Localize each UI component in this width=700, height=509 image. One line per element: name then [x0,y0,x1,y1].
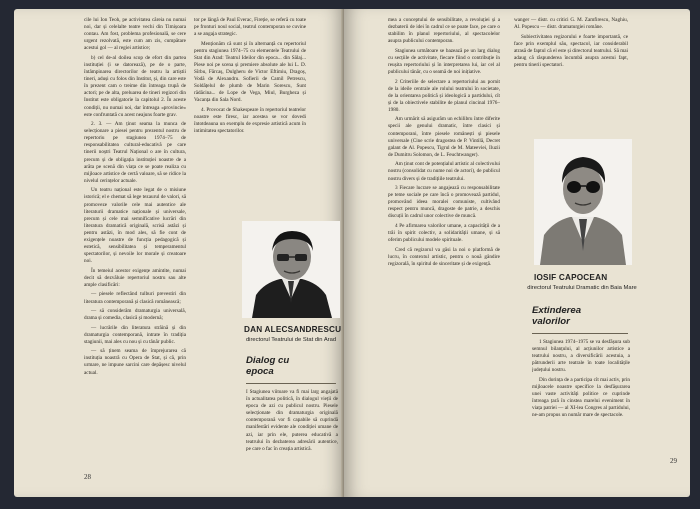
right-column-2-top [514,17,628,139]
paragraph: — să ținem seama de împrejurarea că instituția noastră cu Opera de Stat, și că, prin urmare, ne impune sarcini care depășesc nivelul actual. [84,348,186,376]
paragraph: 3 Fiecare lucrare se angajează cu responsabilitate pe teme sociale pe care încă o promovează partidul, promovând ideea moralei comuniste, cultivând respect pentru muncă, dragoste de patrie, a deschis discuții în cadrul unor colective de muncă. [388,185,500,220]
paragraph: În temeiul acestor exigențe amintite, numai decit să dezvăluie repertoriul nostru sau alte ample clasificări: [84,267,186,288]
paragraph: tor pe lângă de Paul Everac, Fireție, se referă cu toate pe fronturi noul social, teatrul contemporan se cuvine a se angaja strategic. [194,17,306,38]
caption-name-right: IOSIF CAPOCEAN [534,273,608,282]
paragraph: cile lui Ion Teoh, pe activitatea căreia nu numai noi, dar și celelalte teatre vechi din Timișoara contau. Am fost, problema profesională, se cere urgent rezolvată, este cum am zis, cumpătare acestui gol — al regiei artistice; [84,17,186,52]
paragraph: wanger — distr. cu critici G. M. Zamfirescu, Naghiu, Al. Popescu — distr. dramaturgiei române. [514,17,628,31]
left-column-2-top [194,17,306,183]
caption-role-right: directorul Teatrului Dramatic din Baia Mare [527,285,637,291]
right-column-1 [388,17,500,493]
paragraph: Menționăm că sunt și în alternanță cu repertoriul pentru stagiunea 1974–75 cu elementele Teatrului de Stat din Arad: Teatrul Ideilor din epoca... din Sălaj... Piese noi pe scena și premiere absolute ale lui L. D. Sîrbu, Fărcaș, Dulgheru de Victor Eftimiu, Dragoș, Vodă de Alexandru. Sofierii de Camil Petrescu, Soldățelul de plumb de Marin Sorescu, Sunt rădăcina... de Lope de Vega, Miul, Burgheza și Vacanța din Sala Nord. [194,40,306,104]
right-page [344,9,690,497]
paragraph: b) cel de-al doilea scop de efort din partea instituției (i se datorează), pe de o parte, întâmpinarea directorilor de teatru la artiștii tineri, aduși cu folos din Institut, și, din care este în prezent cam o treime din întreaga trupă de actori; pe de alta, preluarea de tineri regizori din Institut este obligatorie la capitolul 2. În aceste condiții, nu numai noi, dar întreaga «provincie» este confruntată cu acest neajuns foarte grav. [84,54,186,118]
portrait-photo-alecsandrescu [242,221,340,318]
paragraph: 4. Provocat de Shakespeare în repertoriul teatrelor noastre este firesc, iar acestea se vor dovedi întotdeauna un exemplu de expresie artistică acum în intimitatea spectatorilor. [194,106,306,135]
paragraph: Stagiunea următoare se bazează pe un larg dialog cu secțiile de activitate, fiecare fiind o contribuție în reușita repertoriului și în interpretarea lui, iar cel al publicului tânăr, cu o seamă de noi inițiative. [388,47,500,76]
paragraph: Din dorința de a participa cît mai activ, prin mijloacele noastre specifice la desfășurarea unei vaste activități politice ce cuprinde întreaga țară în cinstea marelui eveniment în viața patriei — al XI-lea Congres al partidului, ne-am propus un număr mare de spectacole. [532,376,630,419]
paragraph: Un teatru național este legat de o misiune istorică; el e chemat să lege tezaurul de valori, să promoveze valorile cele mai autentice ale literaturii dramatice naționale și universale, precum și cele mai semnificative lucrări din literatura dramatică originală, scrisă astăzi și pentru astăzi, în mod ales, să fie cont de exigențele noastre de funcția pedagogică și estetică, sensibilitatea și temperamentul spectatorilor, și nevoile lor morale și creatoare noi. [84,187,186,265]
paragraph: Subiectivitatea regizorului e foarte importantă, ce face prin exemplul său, spectacol, iar considerabil atrasă de faptul că el este și directorul teatrului. Să mai adaug că răspunderea încumbă asupra acestui fapt, pentru tinerii spectatori. [514,33,628,68]
right-column-2-bottom [532,339,630,479]
section-rule [246,383,336,384]
portrait-image [534,139,632,265]
section-title-right: Extinderea valorilor [532,305,582,327]
paragraph: 2. 3. — Am ținut seama la munca de selecționare a piesei pentru prezentul nostru de repertoriu pe stagiunea 1974–75 de responsabilitatea cultural-educativă pe care tinerii noștri Teatrul Național o are în cultura, precum și de obligația instituției noastre de a arăta pe scenă din viața ce se poate realiza cu mijloace artistice de certă valoare, să se ridice la nivelul cerințelor actuale. [84,121,186,184]
left-column-1 [84,17,186,447]
paragraph: — să considerăm dramaturgia universală, drama și comedia, clasică și modernă; [84,308,186,322]
paragraph: Am ținut cont de potențialul artistic al colectivului nostru (consolidat cu nume noi de actori), de publicul nostru divers și de tradițiile teatrului. [388,161,500,182]
section-title-left: Dialog cu epoca [246,355,290,377]
paragraph: 2 Criteriile de selectare a repertoriului au pornit de la ideile centrale ale rolului teatrului în societate, de la orientarea politică și ideologică a partidului, cît și de la obiectivele stabilite de planul cincinal 1976–1980. [388,78,500,113]
caption-role-left: directorul Teatrului de Stat din Arad [245,337,337,343]
portrait-photo-capocean [534,139,632,265]
portrait-image [242,221,340,318]
paragraph: I Stagiunea viitoare va fi mai larg angajată în actualitatea politică, în dialogul vieții de epoca de azi cu publicul nostru. Piesele selecționate din dramaturgia originală contemporană vor fi capabile să cuprindă manifestări evidente ale condiției umane de azi, iar prin ele, puterea educativă a teatrului în dezbaterea adresării autentice, pe care o fac în creația artistică. [246,389,338,452]
paragraph: 1 Stagiunea 1974–1975 se va desfășura sub semnul bilanțului, al acțiunilor artistice a teatrului nostru, a diversificării acestuia, a pătrunderii arte teatrale în toate localitățile județului nostru. [532,339,630,374]
paragraph: Cred că regizorul va găsi la noi o platformă de lucru, în contextul artistic, pentru o nouă gândire regizorală, în spiritul de sinceritate și de exigență. [388,246,500,267]
page-number-right: 29 [670,457,677,465]
caption-name-left: DAN ALECSANDRESCU [244,325,342,334]
paragraph: mea a conceptului de sensibilitate, a revoluției și a dezbaterii de idei în cadrul ce se poate face, pe care o stabilim în planul repertoriului, al spectacolelor asupra publicului contemporan. [388,17,500,45]
paragraph: — lucrările din literatura străină și din dramaturgia contemporană, intrate în tradiția stagiunii, mai ales cu nou și cu tânăr public. [84,324,186,345]
paragraph: 4 Pe afirmarea valorilor umane, a capacității de a trăi în spirit colectiv, a solidarității umane, și să oferim publicului modele spirituale. [388,222,500,244]
left-page [14,9,344,497]
page-number-left: 28 [84,473,91,481]
paragraph: — piesele reflectând tulburi prevestiri din literatura contemporană și clasică românească; [84,291,186,305]
paragraph: Am urmărit să asigurăm un echilibru între diferite specii ale genului dramatic, între clasici și contemporani, între piesele românești și piesele universale (Cine scrie dragostea de P. Vintilă, Decret galant de Al. Popescu, Tigrul de M. Mateeviei, Iluzii de Dumitru Solomon, de L. Feuchtwanger). [388,116,500,158]
left-column-2-bottom [246,389,338,489]
section-rule [532,333,628,334]
